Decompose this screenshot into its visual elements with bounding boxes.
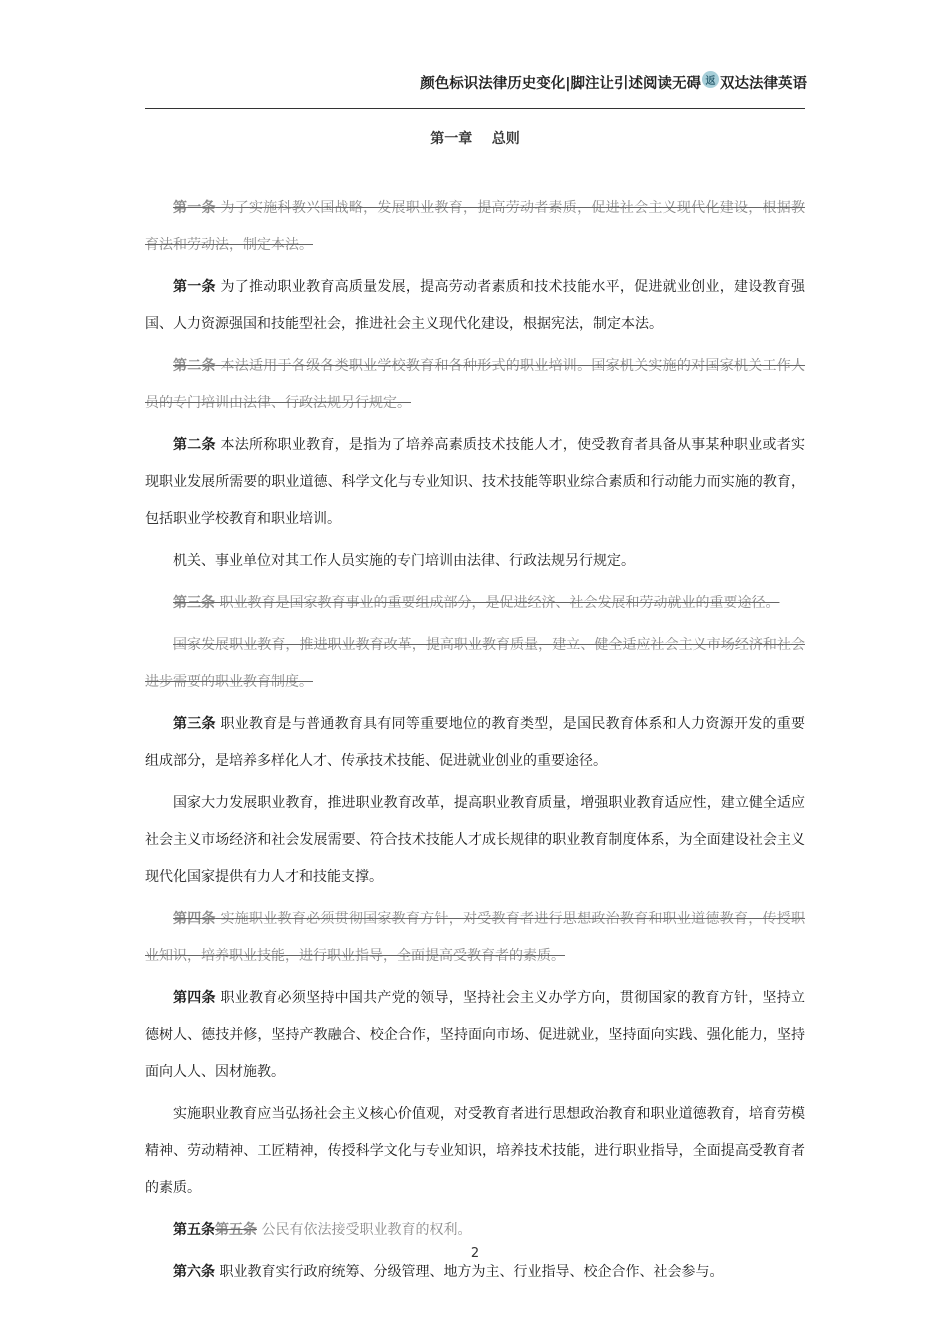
paragraph-text: 职业教育实行政府统筹、分级管理、地方为主、行业指导、校企合作、社会参与。 — [215, 1264, 724, 1280]
chapter-title: 第一章 总则 — [430, 131, 520, 147]
paragraph-text: 本法所称职业教育，是指为了培养高素质技术技能人才，使受教育者具备从事某种职业或者实现职业发展所需要的职业道德、科学文化与专业知识、技术技能等职业综合素质和行动能力而实施的教育，包括职业学校教育和职业培训。 — [145, 437, 806, 527]
paragraph-text: 实施职业教育应当弘扬社会主义核心价值观，对受教育者进行思想政治教育和职业道德教育，培育劳模精神、劳动精神、工匠精神，传授科学文化与专业知识，培养技术技能，进行职业指导，全面提高受教育者的素质。 — [145, 1106, 805, 1196]
article-label: 第四条 — [173, 911, 216, 927]
paragraph-text: 机关、事业单位对其工作人员实施的专门培训由法律、行政法规另行规定。 — [173, 553, 635, 569]
paragraph — [145, 269, 805, 343]
paragraph — [145, 543, 805, 580]
paragraph — [145, 980, 805, 1091]
paragraph-text: 职业教育必须坚持中国共产党的领导，坚持社会主义办学方向，贯彻国家的教育方针，坚持立德树人、德技并修，坚持产教融合、校企合作，坚持面向市场、促进就业，坚持面向实践、强化能力，坚持面向人人、因材施教。 — [145, 990, 806, 1080]
article-label: 第一条 — [173, 279, 216, 295]
paragraph — [145, 427, 805, 538]
deleted-article-label: 第五条 — [215, 1222, 257, 1238]
paragraph-text: 为了推动职业教育高质量发展，提高劳动者素质和技术技能水平，促进就业创业，建设教育强国、人力资源强国和技能型社会，推进社会主义现代化建设，根据宪法，制定本法。 — [145, 279, 806, 332]
paragraph-text: 国家大力发展职业教育，推进职业教育改革，提高职业教育质量，增强职业教育适应性，建立健全适应社会主义市场经济和社会发展需要、符合技术技能人才成长规律的职业教育制度体系，为全面建设社会主义现代化国家提供有力人才和技能支撑。 — [145, 795, 805, 885]
deleted-paragraph — [145, 585, 805, 622]
deleted-paragraph — [145, 348, 805, 422]
paragraph-text: 职业教育是国家教育事业的重要组成部分，是促进经济、社会发展和劳动就业的重要途径。 — [215, 595, 780, 611]
article-label: 第四条 — [173, 990, 216, 1006]
paragraph — [145, 1096, 805, 1207]
paragraph-text: 为了实施科教兴国战略，发展职业教育，提高劳动者素质，促进社会主义现代化建设，根据教育法和劳动法，制定本法。 — [145, 200, 806, 253]
article-5-paragraph — [145, 1212, 805, 1249]
deleted-paragraph — [145, 627, 805, 701]
logo-icon: 返 — [702, 71, 719, 88]
paragraph-text: 职业教育是与普通教育具有同等重要地位的教育类型，是国民教育体系和人力资源开发的重要组成部分，是培养多样化人才、传承技术技能、促进就业创业的重要途径。 — [145, 716, 806, 769]
paragraph-text: 公民有依法接受职业教育的权利。 — [257, 1222, 472, 1238]
article-label: 第五条 — [173, 1222, 215, 1238]
article-label: 第二条 — [173, 437, 216, 453]
article-label: 第一条 — [173, 200, 216, 216]
article-label: 第三条 — [173, 716, 216, 732]
header-left-text: 颜色标识法律历史变化|脚注让引述阅读无碍 — [420, 76, 701, 92]
paragraph-text: 实施职业教育必须贯彻国家教育方针，对受教育者进行思想政治教育和职业道德教育，传授职业知识，培养职业技能，进行职业指导，全面提高受教育者的素质。 — [145, 911, 806, 964]
paragraph-text: 国家发展职业教育，推进职业教育改革，提高职业教育质量，建立、健全适应社会主义市场经济和社会进步需要的职业教育制度。 — [145, 637, 805, 690]
paragraph — [145, 785, 805, 896]
deleted-paragraph — [145, 190, 805, 264]
deleted-paragraph — [145, 901, 805, 975]
page-number: 2 — [470, 1246, 480, 1261]
paragraph — [145, 706, 805, 780]
header-right-text: 双达法律英语 — [720, 76, 807, 92]
article-label: 第二条 — [173, 358, 216, 374]
article-label: 第六条 — [173, 1264, 215, 1280]
page-header — [420, 72, 807, 93]
paragraph-text: 本法适用于各级各类职业学校教育和各种形式的职业培训。国家机关实施的对国家机关工作人员的专门培训由法律、行政法规另行规定。 — [145, 358, 806, 411]
header-divider — [145, 108, 805, 109]
article-label: 第三条 — [173, 595, 215, 611]
document-body — [145, 190, 805, 1296]
